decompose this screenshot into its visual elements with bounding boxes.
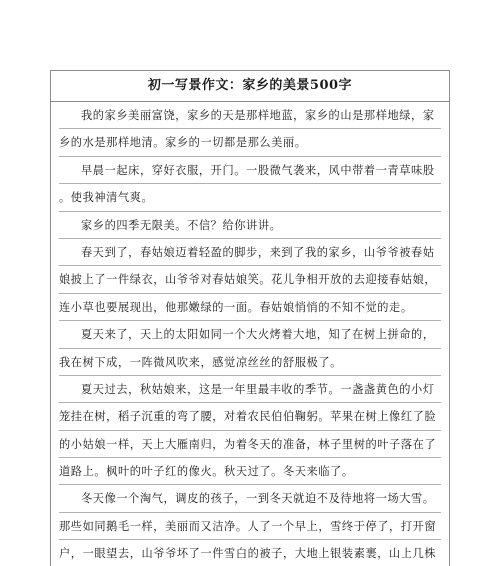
document-body (51, 102, 449, 566)
text-line: 。使我神清气爽。 (59, 184, 441, 211)
text-line: 春天到了，春姑娘迈着轻盈的脚步，来到了我的家乡，山爷爷被春姑 (59, 239, 441, 266)
document-title: 初一写景作文：家乡的美景500字 (51, 71, 449, 102)
text-line: 那些如同鹅毛一样，美丽而又洁净。人了一个早上，雪终于停了，打开窗 (59, 513, 441, 540)
text-line: 夏天过去，秋姑娘来，这是一年里最丰收的季节。一盏盏黄色的小灯 (59, 376, 441, 403)
text-line: 的小姑娘一样，天上大雁南归，为着冬天的准备，林子里树的叶子落在了 (59, 431, 441, 458)
text-line: 冬天像一个淘气，调皮的孩子，一到冬天就迫不及待地将一场大雪。 (59, 485, 441, 512)
text-line: 我的家乡美丽富饶，家乡的天是那样地蓝，家乡的山是那样地绿，家 (59, 102, 441, 129)
text-line: 笼挂在树，稻子沉重的弯了腰，对着农民伯伯鞠躬。苹果在树上像红了脸 (59, 403, 441, 430)
text-line: 乡的水是那样地清。家乡的一切都是那么美丽。 (59, 129, 441, 156)
text-line: 娘披上了一件绿衣，山爷爷对春姑娘笑。花儿争相开放的去迎接春姑娘， (59, 266, 441, 293)
text-line: 户，一眼望去，山爷爷坏了一件雪白的被子，大地上银装素裹，山上几株 (59, 540, 441, 566)
text-line: 连小草也要展现出，他那嫩绿的一面。春姑娘悄悄的不知不觉的走。 (59, 294, 441, 321)
text-line: 道路上。枫叶的叶子红的像火。秋天过了。冬天来临了。 (59, 458, 441, 485)
text-line: 夏天来了，天上的太阳如同一个大火烤着大地，知了在树上拼命的， (59, 321, 441, 348)
text-line: 我在树下成，一阵微风吹来，感觉凉丝丝的舒服极了。 (59, 349, 441, 376)
document-page (50, 70, 450, 566)
text-line: 早晨一起床，穿好衣服，开门。一股微气袭来，风中带着一青草味股 (59, 157, 441, 184)
text-line: 家乡的四季无限美。不信？给你讲讲。 (59, 212, 441, 239)
